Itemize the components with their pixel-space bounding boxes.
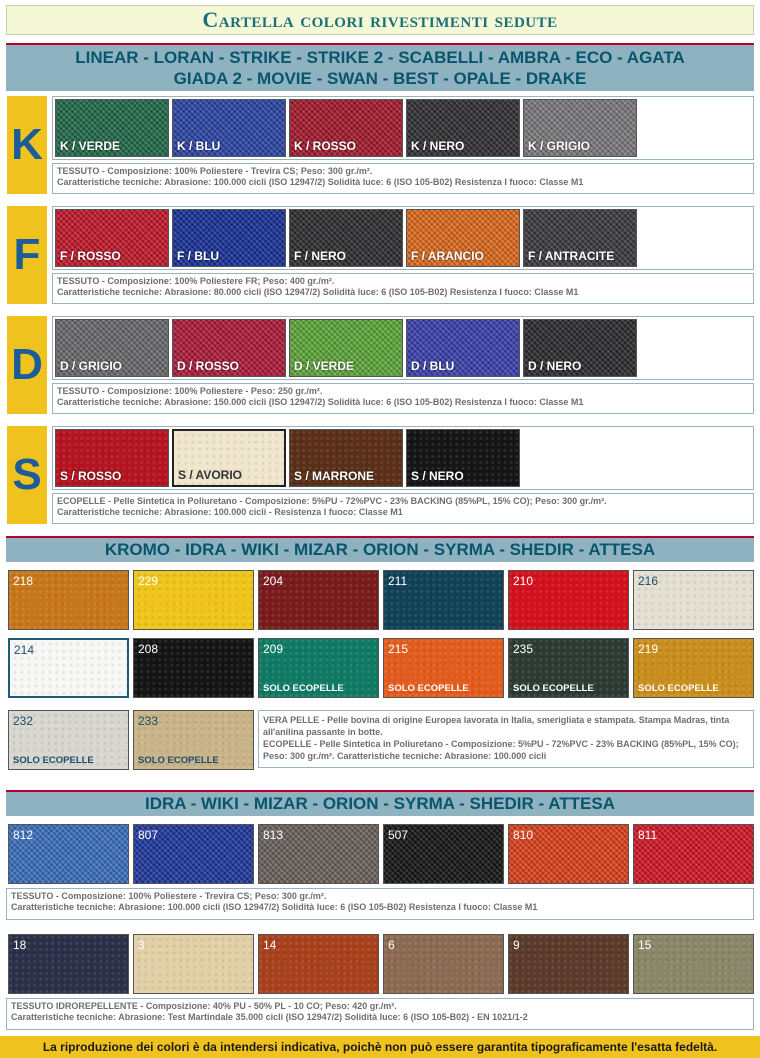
swatch-label: F / BLU — [177, 249, 219, 263]
letter-tab-f: F — [7, 206, 47, 304]
fabric-swatch — [55, 99, 169, 157]
swatch-label: S / ROSSO — [60, 469, 122, 483]
spec-box-s3-row2 — [6, 998, 754, 1030]
fabric-swatch — [406, 429, 520, 487]
leather-swatch — [508, 570, 629, 630]
section2-header: KROMO - IDRA - WIKI - MIZAR - ORION - SYRMA - SHEDIR - ATTESA — [6, 536, 754, 562]
swatch-code: 216 — [638, 574, 659, 588]
fabric-swatch — [289, 429, 403, 487]
swatch-label: F / NERO — [294, 249, 347, 263]
swatch-code: 209 — [263, 642, 284, 656]
spec-k-line2: Caratteristiche tecniche: Abrasione: 100.000 cicli (ISO 12947/2) Solidità luce: 6 (ISO 105-B02) Resistenza I fuoco: Classe M1 — [57, 177, 584, 187]
spec-s-line1: ECOPELLE - Pelle Sintetica in Poliuretano - Composizione: 5%PU - 72%PVC - 23% BACKING (85%PL, 15% CO); Peso: 300 gr./m². — [57, 496, 607, 506]
fabric-swatch — [383, 934, 504, 994]
swatch-code: 6 — [388, 938, 395, 952]
fabric-swatch — [172, 99, 286, 157]
swatch-label: D / VERDE — [294, 359, 355, 373]
letter-tab-k: K — [7, 96, 47, 194]
leather-swatch — [508, 638, 629, 698]
desc-ecopelle: ECOPELLE - Pelle Sintetica in Poliuretano - Composizione: 5%PU - 72%PVC - 23% BACKING (85%PL, 15% CO); Peso: 300 gr./m². Caratteristiche tecniche: Abrasione: 100.000 cicli — [263, 739, 739, 761]
leather-swatch — [8, 570, 129, 630]
fabric-swatch — [258, 824, 379, 884]
swatch-note: SOLO ECOPELLE — [13, 755, 94, 766]
spec-box-d — [52, 383, 754, 414]
fabric-swatch — [289, 319, 403, 377]
swatch-code: 235 — [513, 642, 534, 656]
fabric-swatch — [55, 429, 169, 487]
spec-s3-row2-line1: TESSUTO IDROREPELLENTE - Composizione: 40% PU - 50% PL - 10 CO; Peso: 420 gr./m². — [11, 1001, 397, 1011]
swatch-label: D / GRIGIO — [60, 359, 123, 373]
spec-box-s3-row1 — [6, 888, 754, 920]
swatch-note: SOLO ECOPELLE — [388, 683, 469, 694]
swatch-code: 215 — [388, 642, 409, 656]
swatch-code: 3 — [138, 938, 145, 952]
section1-header — [6, 43, 754, 91]
fabric-swatch — [289, 209, 403, 267]
letter-tab-s: S — [7, 426, 47, 524]
swatch-code: 211 — [388, 574, 408, 588]
swatch-label: D / ROSSO — [177, 359, 240, 373]
fabric-swatch — [633, 934, 754, 994]
swatch-code: 218 — [13, 574, 34, 588]
fabric-swatch — [55, 209, 169, 267]
leather-swatch — [383, 570, 504, 630]
swatch-code: 233 — [138, 714, 159, 728]
section3-header: IDRA - WIKI - MIZAR - ORION - SYRMA - SHEDIR - ATTESA — [6, 790, 754, 816]
fabric-swatch — [383, 824, 504, 884]
swatch-code: 811 — [638, 828, 658, 842]
page-title: Cartella colori rivestimenti sedute — [6, 5, 754, 35]
fabric-swatch — [523, 99, 637, 157]
fabric-swatch — [406, 209, 520, 267]
footer-disclaimer: La riproduzione dei colori è da intendersi indicativa, poichè non può essere garantita tipograficamente l'esatta fedeltà. — [0, 1036, 760, 1058]
fabric-swatch — [172, 319, 286, 377]
fabric-swatch — [406, 319, 520, 377]
swatch-note: SOLO ECOPELLE — [138, 755, 219, 766]
swatch-code: 9 — [513, 938, 520, 952]
fabric-swatch — [523, 319, 637, 377]
swatch-label: F / ANTRACITE — [528, 249, 615, 263]
fabric-swatch — [8, 934, 129, 994]
section1-header-line1: LINEAR - LORAN - STRIKE - STRIKE 2 - SCABELLI - AMBRA - ECO - AGATA — [75, 48, 685, 67]
swatch-code: 204 — [263, 574, 284, 588]
swatch-label: D / BLU — [411, 359, 455, 373]
swatch-label: S / NERO — [411, 469, 464, 483]
swatch-code: 507 — [388, 828, 409, 842]
swatch-note: SOLO ECOPELLE — [638, 683, 719, 694]
swatch-code: 219 — [638, 642, 659, 656]
spec-box-s — [52, 493, 754, 524]
fabric-swatch — [55, 319, 169, 377]
spec-d-line2: Caratteristiche tecniche: Abrasione: 150.000 cicli (ISO 12947/2) Solidità luce: 6 (ISO 105-B02) Resistenza I fuoco: Classe M1 — [57, 397, 584, 407]
fabric-swatch — [633, 824, 754, 884]
leather-swatch — [633, 638, 754, 698]
spec-s3-row2-line2: Caratteristiche tecniche: Abrasione: Test Martindale 35.000 cicli (ISO 12947/2) Solidità luce: 6 (ISO 105-B02) - EN 1021/1-2 — [11, 1012, 528, 1022]
swatch-label: S / MARRONE — [294, 469, 375, 483]
swatch-note: SOLO ECOPELLE — [263, 683, 344, 694]
leather-swatch — [133, 570, 254, 630]
swatch-label: F / ARANCIO — [411, 249, 484, 263]
spec-d-line1: TESSUTO - Composizione: 100% Poliestere - Peso: 250 gr./m². — [57, 386, 323, 396]
leather-swatch — [258, 638, 379, 698]
leather-swatch — [633, 570, 754, 630]
leather-swatch — [8, 710, 129, 770]
spec-k-line1: TESSUTO - Composizione: 100% Poliestere - Trevira CS; Peso: 300 gr./m². — [57, 166, 373, 176]
spec-s3-row1-line2: Caratteristiche tecniche: Abrasione: 100.000 cicli (ISO 12947/2) Solidità luce: 6 (ISO 105-B02) Resistenza I fuoco: Classe M1 — [11, 902, 538, 912]
fabric-swatch — [523, 209, 637, 267]
letter-tab-d: D — [7, 316, 47, 414]
swatch-code: 210 — [513, 574, 534, 588]
swatch-code: 812 — [13, 828, 34, 842]
fabric-swatch — [508, 934, 629, 994]
swatch-label: K / VERDE — [60, 139, 121, 153]
swatch-code: 214 — [14, 643, 35, 657]
spec-box-f — [52, 273, 754, 304]
swatch-code: 229 — [138, 574, 159, 588]
leather-swatch — [383, 638, 504, 698]
swatch-note: SOLO ECOPELLE — [513, 683, 594, 694]
section1-header-line2: GIADA 2 - MOVIE - SWAN - BEST - OPALE - DRAKE — [173, 69, 587, 88]
spec-s-line2: Caratteristiche tecniche: Abrasione: 100.000 cicli - Resistenza I fuoco: Classe M1 — [57, 507, 403, 517]
fabric-swatch — [258, 934, 379, 994]
swatch-code: 14 — [263, 938, 277, 952]
leather-swatch — [258, 570, 379, 630]
fabric-swatch — [172, 429, 286, 487]
spec-f-line2: Caratteristiche tecniche: Abrasione: 80.000 cicli (ISO 12947/2) Solidità luce: 6 (ISO 105-B02) Resistenza I fuoco: Classe M1 — [57, 287, 579, 297]
fabric-swatch — [406, 99, 520, 157]
swatch-code: 810 — [513, 828, 534, 842]
fabric-swatch — [133, 934, 254, 994]
swatch-label: D / NERO — [528, 359, 582, 373]
spec-f-line1: TESSUTO - Composizione: 100% Poliestere FR; Peso: 400 gr./m². — [57, 276, 335, 286]
spec-s3-row1-line1: TESSUTO - Composizione: 100% Poliestere - Trevira CS; Peso: 300 gr./m². — [11, 891, 327, 901]
swatch-code: 813 — [263, 828, 284, 842]
swatch-label: K / BLU — [177, 139, 221, 153]
leather-swatch — [133, 638, 254, 698]
leather-swatch — [133, 710, 254, 770]
spec-box-k — [52, 163, 754, 194]
swatch-label: K / GRIGIO — [528, 139, 591, 153]
swatch-code: 18 — [13, 938, 27, 952]
swatch-code: 15 — [638, 938, 652, 952]
swatch-code: 807 — [138, 828, 159, 842]
swatch-label: K / NERO — [411, 139, 465, 153]
fabric-swatch — [172, 209, 286, 267]
swatch-code: 208 — [138, 642, 159, 656]
swatch-label: K / ROSSO — [294, 139, 357, 153]
fabric-swatch — [508, 824, 629, 884]
fabric-swatch — [8, 824, 129, 884]
fabric-swatch — [289, 99, 403, 157]
desc-vera-pelle: VERA PELLE - Pelle bovina di origine Europea lavorata in Italia, smerigliata e stampata. Stampa Madras, tinta all'anilina passante in botte. — [263, 715, 730, 737]
leather-description — [258, 710, 754, 768]
swatch-label: F / ROSSO — [60, 249, 121, 263]
leather-swatch — [8, 638, 129, 698]
swatch-label: S / AVORIO — [178, 468, 243, 482]
fabric-swatch — [133, 824, 254, 884]
swatch-code: 232 — [13, 714, 34, 728]
